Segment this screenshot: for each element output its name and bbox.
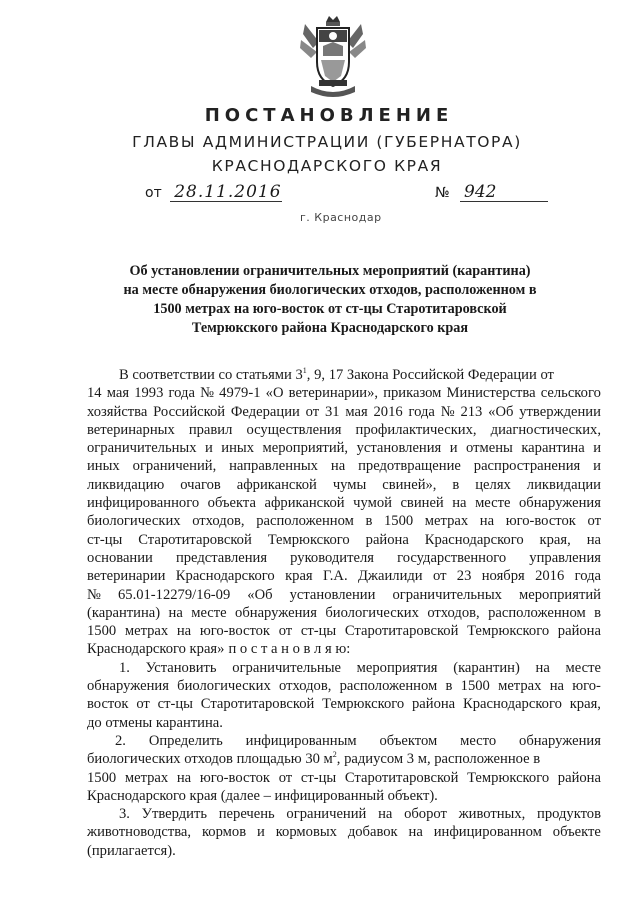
word: района xyxy=(365,531,409,548)
word: 2016 xyxy=(535,568,565,585)
word: хозяйства xyxy=(87,403,148,420)
word: ликвидацию xyxy=(87,476,165,493)
word: Старотитаровской xyxy=(200,696,315,713)
word: в xyxy=(365,513,373,530)
word: чумы xyxy=(332,476,367,493)
word: ст-цы xyxy=(87,531,123,548)
word: на xyxy=(586,531,601,548)
word: метрах xyxy=(124,623,169,640)
word: юго-восток xyxy=(505,513,576,530)
word: 31 xyxy=(324,403,340,420)
word: года xyxy=(574,568,601,585)
word: биологических xyxy=(325,604,419,621)
word: 3. xyxy=(119,806,130,823)
word: года xyxy=(408,403,435,420)
body-line xyxy=(87,549,601,567)
word: Министерства xyxy=(446,385,536,402)
word: предотвращение xyxy=(358,458,461,475)
word: в xyxy=(445,678,453,695)
body-line xyxy=(87,476,601,494)
word: иных xyxy=(221,440,255,457)
word: отходов, xyxy=(279,678,332,695)
word: 1500 xyxy=(383,513,414,530)
word: мая xyxy=(345,403,368,420)
resolve-word: п о с т а н о в л я ю: xyxy=(228,641,351,658)
word: 2. xyxy=(115,732,126,749)
date-row xyxy=(145,183,282,202)
word: 1993 xyxy=(134,385,164,402)
body-line xyxy=(87,640,601,658)
word: основании xyxy=(87,549,153,566)
word: установления xyxy=(356,440,442,457)
word: свиней xyxy=(400,495,444,512)
word: отмены xyxy=(466,440,513,457)
word: на xyxy=(176,623,192,640)
word: месте xyxy=(475,495,511,512)
body-line xyxy=(87,659,601,677)
word: ограничений, xyxy=(132,458,217,475)
word: обнаружения xyxy=(87,678,169,695)
word: на xyxy=(452,495,467,512)
word: животных, xyxy=(458,806,526,823)
body-line: (прилагается). xyxy=(87,842,176,859)
word: Краснодарского xyxy=(424,531,524,548)
word: биологических xyxy=(177,678,271,695)
body-line xyxy=(87,622,601,640)
word: чумой xyxy=(353,495,392,512)
word: управления xyxy=(529,549,601,566)
body-line xyxy=(87,403,601,421)
word: Темрюкского xyxy=(322,696,405,713)
word: на xyxy=(408,824,423,841)
word: приказом xyxy=(383,385,442,402)
word: направленных xyxy=(229,458,318,475)
date-value: 28.11.2016 xyxy=(170,183,282,202)
word: и xyxy=(205,440,213,457)
title-line: Об установлении ограничительных мероприятий (карантина) xyxy=(129,263,531,279)
title-line: Темрюкского района Краснодарского края xyxy=(191,320,469,336)
word: руководителя xyxy=(290,549,374,566)
body-line-part: В соответствии со статьями $3^1$, 9, 17 Закона Российской Федерации от xyxy=(119,366,554,383)
word: установлении xyxy=(289,586,376,603)
word: представления xyxy=(175,549,268,566)
word: района xyxy=(557,769,601,786)
date-label: от xyxy=(145,185,162,201)
body-line xyxy=(87,695,601,713)
word: осуществления xyxy=(246,421,342,438)
body-line xyxy=(87,677,601,695)
word: месте xyxy=(191,604,227,621)
word: метрах xyxy=(498,678,542,695)
word: от xyxy=(278,769,293,786)
body-line xyxy=(87,805,601,823)
word: Старотитаровской xyxy=(344,623,459,640)
word: 2016 xyxy=(373,403,403,420)
word: Темрюкского xyxy=(467,623,550,640)
title-line: 1500 метрах на юго-восток от ст-цы Старотитаровской xyxy=(153,301,507,317)
issuer-line-2: КРАСНОДАРСКОГО КРАЯ xyxy=(211,157,443,175)
word: восток xyxy=(87,696,129,713)
word: от xyxy=(587,513,601,530)
word: «О xyxy=(265,385,284,402)
body-line xyxy=(87,384,601,402)
issuer-line-1: ГЛАВЫ АДМИНИСТРАЦИИ (ГУБЕРНАТОРА) xyxy=(132,133,522,151)
word: расположенном xyxy=(488,604,586,621)
word: добавок xyxy=(347,824,398,841)
word: юго-восток xyxy=(199,623,271,640)
document-body xyxy=(87,366,601,860)
word: и xyxy=(593,440,601,457)
word: Краснодарского xyxy=(462,696,562,713)
word: на xyxy=(176,769,192,786)
number-row xyxy=(435,183,548,202)
word: очагов xyxy=(180,476,221,493)
word: место xyxy=(460,732,497,749)
word: 65.01-12279/16-09 xyxy=(117,586,231,603)
word: 1500 xyxy=(87,769,117,786)
word: метрах xyxy=(424,513,469,530)
document-title xyxy=(110,262,550,338)
word: Определить xyxy=(148,732,223,749)
word: Установить xyxy=(145,659,217,676)
word: объектом xyxy=(379,732,438,749)
word: 14 xyxy=(87,385,102,402)
word: мая xyxy=(106,385,130,402)
krasnodar-coat-of-arms-emblem xyxy=(299,12,367,100)
word: ст-цы xyxy=(300,769,337,786)
word: животноводства, xyxy=(87,824,192,841)
superscript: 2 xyxy=(332,750,337,760)
word: ограничительных xyxy=(87,440,197,457)
word: мероприятий, xyxy=(262,440,349,457)
word: ветеринарии xyxy=(87,568,166,585)
word: расположенном xyxy=(339,678,438,695)
word: отходов, xyxy=(192,513,245,530)
word: № xyxy=(440,403,455,420)
word: Российской xyxy=(153,403,226,420)
word: юго-восток xyxy=(199,769,271,786)
word: (карантин) xyxy=(453,659,520,676)
word: на xyxy=(168,604,183,621)
number-value: 942 xyxy=(460,183,548,202)
word: от xyxy=(305,403,320,420)
word: на xyxy=(535,659,550,676)
word: продуктов xyxy=(537,806,601,823)
word: государственного xyxy=(397,549,507,566)
word: края xyxy=(285,568,313,585)
word: № xyxy=(200,385,215,402)
word: Старотитаровской xyxy=(344,769,459,786)
body-line xyxy=(87,421,601,439)
body-line-part: Краснодарского края» xyxy=(87,641,225,658)
word: диагностических, xyxy=(490,421,601,438)
body-line xyxy=(87,494,601,512)
word: сельского xyxy=(540,385,601,402)
word: 213 xyxy=(460,403,483,420)
word: мероприятия xyxy=(356,659,438,676)
word: Джаилиди xyxy=(357,568,423,585)
word: профилактических, xyxy=(355,421,477,438)
word: ликвидации xyxy=(526,476,601,493)
word: «Об xyxy=(247,586,273,603)
word: от xyxy=(278,623,293,640)
word: обнаружения xyxy=(235,604,317,621)
word: обнаружения xyxy=(519,732,601,749)
body-line xyxy=(87,823,601,841)
word: ограничительных xyxy=(392,586,502,603)
word: ограничительные xyxy=(232,659,341,676)
word: края, xyxy=(539,531,571,548)
word: расположенном xyxy=(256,513,354,530)
body-line xyxy=(87,567,601,585)
word: правил xyxy=(188,421,233,438)
word: Темрюкского xyxy=(267,531,350,548)
body-line xyxy=(87,604,601,622)
superscript: 1 xyxy=(302,366,307,375)
word: края, xyxy=(569,696,601,713)
word: 4979-1 xyxy=(219,385,261,402)
word: распространения xyxy=(473,458,581,475)
word: африканской xyxy=(264,495,345,512)
word: месте xyxy=(565,659,601,676)
word: ст-цы xyxy=(300,623,337,640)
word: 1500 xyxy=(87,623,117,640)
word: ветеринарных xyxy=(87,421,175,438)
word: ноября xyxy=(481,568,525,585)
word: Утвердить xyxy=(141,806,208,823)
word: объекте xyxy=(552,824,601,841)
body-line xyxy=(87,732,601,750)
word: иных xyxy=(87,458,120,475)
word: Краснодарского xyxy=(175,568,275,585)
word: инфицированного xyxy=(87,495,200,512)
word: отходов, xyxy=(427,604,480,621)
word: ограничений xyxy=(286,806,367,823)
word: африканской xyxy=(236,476,317,493)
word: года xyxy=(168,385,195,402)
word: мероприятий xyxy=(519,586,601,603)
city-label: г. Краснодар xyxy=(300,211,382,224)
word: 23 xyxy=(456,568,472,585)
word: Темрюкского xyxy=(467,769,550,786)
number-label: № xyxy=(435,185,450,201)
word: объекта xyxy=(207,495,256,512)
body-line xyxy=(87,769,601,787)
word: «Об xyxy=(488,403,514,420)
word: утверждении xyxy=(519,403,601,420)
word: (карантина) xyxy=(87,604,161,621)
word: перечень xyxy=(218,806,275,823)
word: инфицированном xyxy=(433,824,542,841)
body-line: до отмены карантина. xyxy=(87,714,223,731)
word: Г.А. xyxy=(322,568,348,585)
word: района xyxy=(411,696,456,713)
word: на xyxy=(479,513,495,530)
word: и xyxy=(449,440,458,457)
word: в xyxy=(452,476,460,493)
word: ст-цы xyxy=(157,696,193,713)
word: Федерации xyxy=(230,403,300,420)
word: на xyxy=(549,678,564,695)
title-line: на месте обнаружения биологических отходов, расположенном в xyxy=(123,282,537,298)
word: обнаружения xyxy=(519,495,601,512)
word: инфицированным xyxy=(245,732,357,749)
word: на xyxy=(330,458,346,475)
word: Старотитаровской xyxy=(138,531,252,548)
body-line xyxy=(87,366,601,384)
word: № xyxy=(87,586,101,603)
body-line xyxy=(87,586,601,604)
body-line xyxy=(87,512,601,530)
word: биологических xyxy=(87,513,181,530)
body-line xyxy=(87,531,601,549)
word: от xyxy=(136,696,150,713)
word: 1. xyxy=(119,659,130,676)
word: свиней», xyxy=(382,476,437,493)
body-line xyxy=(87,457,601,475)
word: района xyxy=(557,623,601,640)
document-type-title: ПОСТАНОВЛЕНИЕ xyxy=(204,105,454,126)
word: карантина xyxy=(521,440,585,457)
word: и xyxy=(256,824,265,841)
word: кормовых xyxy=(275,824,337,841)
word: кормов xyxy=(201,824,247,841)
word: и xyxy=(593,458,601,475)
word: целях xyxy=(475,476,511,493)
body-line: Краснодарского края (далее – инфицированный объект). xyxy=(87,787,438,804)
word: на xyxy=(378,806,393,823)
body-line xyxy=(87,439,601,457)
word: метрах xyxy=(124,769,169,786)
word: ветеринарии», xyxy=(288,385,379,402)
word: 1500 xyxy=(460,678,490,695)
word: от xyxy=(432,568,447,585)
word: оборот xyxy=(404,806,447,823)
word: в xyxy=(594,604,601,621)
body-line xyxy=(87,750,601,768)
word: юго- xyxy=(572,678,601,695)
body-line-part: биологических отходов площадью 30 $м^2$, радиусом 3 м, расположенное в xyxy=(87,750,541,768)
